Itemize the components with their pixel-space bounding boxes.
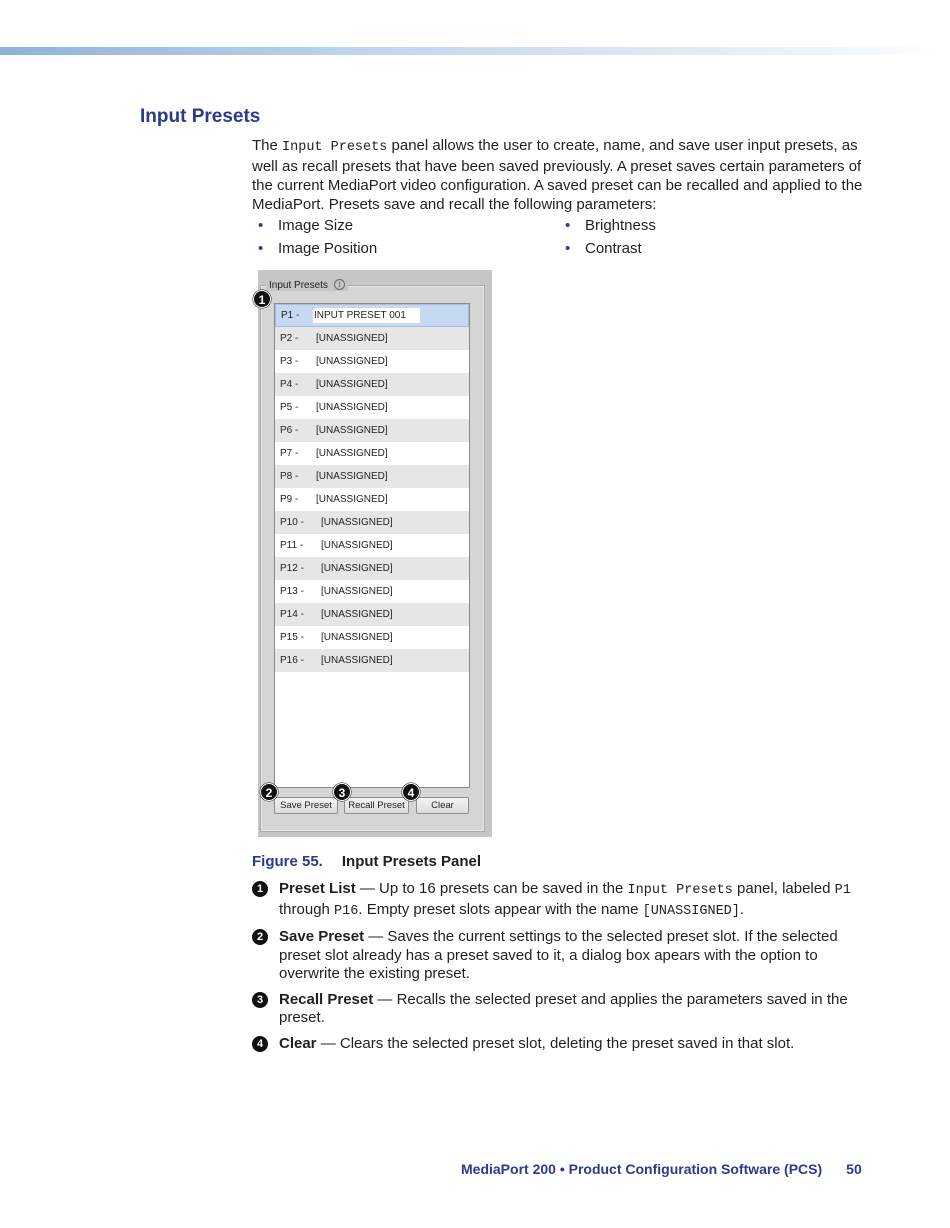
page-number: 50 bbox=[846, 1161, 862, 1177]
intro-text-rest: panel allows the user to create, name, and save user input presets, as well as recall presets that have been saved previously. A preset saves certain parameters of the current MediaPort video configuration. A saved preset can be recalled and applied to the MediaPort. Presets save and recall the following parameters: bbox=[252, 137, 863, 213]
figure-title: Input Presets Panel bbox=[341, 853, 482, 870]
preset-name: [UNASSIGNED] bbox=[321, 586, 393, 597]
preset-row-p1[interactable] bbox=[275, 304, 469, 327]
preset-name: [UNASSIGNED] bbox=[316, 402, 388, 413]
slot-label: P4 - bbox=[280, 379, 299, 390]
panel-name-code: Input Presets bbox=[282, 140, 388, 155]
callout-3-icon: 3 bbox=[333, 783, 351, 801]
description-text: — Saves the current settings to the selected preset slot. If the selected preset slot already has a preset saved to it, a dialog box apears with the option to overwrite the existing preset. bbox=[279, 928, 838, 982]
preset-row-p11[interactable] bbox=[275, 534, 469, 557]
description-text: — Recalls the selected preset and applies the parameters saved in the preset. bbox=[279, 990, 848, 1026]
preset-name: [UNASSIGNED] bbox=[321, 563, 393, 574]
code-text: P1 bbox=[834, 883, 851, 898]
preset-name: [UNASSIGNED] bbox=[316, 425, 388, 436]
groupbox-title bbox=[266, 279, 348, 291]
callout-3-badge-icon: 3 bbox=[252, 992, 268, 1008]
preset-name: [UNASSIGNED] bbox=[316, 356, 388, 367]
preset-name: [UNASSIGNED] bbox=[316, 471, 388, 482]
callout-2-badge-icon: 2 bbox=[252, 929, 268, 945]
slot-label: P3 - bbox=[280, 356, 299, 367]
recall-preset-button[interactable]: Recall Preset bbox=[344, 797, 409, 814]
slot-label: P14 - bbox=[280, 609, 304, 620]
input-presets-panel bbox=[258, 270, 492, 837]
figure-caption bbox=[252, 853, 481, 870]
parameter-item bbox=[258, 239, 565, 258]
callout-4-icon: 4 bbox=[402, 783, 420, 801]
description-item bbox=[252, 928, 864, 984]
callout-1-badge-icon: 1 bbox=[252, 881, 268, 897]
parameter-item bbox=[258, 216, 565, 235]
intro-paragraph bbox=[252, 136, 867, 214]
description-text: panel, labeled bbox=[732, 880, 835, 897]
parameter-item bbox=[565, 216, 865, 235]
parameter-list bbox=[258, 216, 868, 258]
slot-label: P16 - bbox=[280, 655, 304, 666]
preset-name: [UNASSIGNED] bbox=[316, 494, 388, 505]
preset-row-p7[interactable] bbox=[275, 442, 469, 465]
slot-label: P1 - bbox=[281, 310, 300, 321]
preset-name: [UNASSIGNED] bbox=[321, 540, 393, 551]
footer-title: MediaPort 200 • Product Configuration Software (PCS) bbox=[461, 1161, 823, 1177]
preset-row-p10[interactable] bbox=[275, 511, 469, 534]
intro-text-start: The bbox=[252, 137, 283, 154]
bullet-icon: • bbox=[258, 217, 264, 234]
preset-row-p6[interactable] bbox=[275, 419, 469, 442]
preset-list[interactable] bbox=[274, 303, 470, 788]
callout-4-badge-icon: 4 bbox=[252, 1036, 268, 1052]
info-icon[interactable]: i bbox=[334, 279, 345, 290]
code-text: P16 bbox=[334, 903, 359, 919]
slot-label: P7 - bbox=[280, 448, 299, 459]
description-term: Clear bbox=[279, 1034, 317, 1052]
parameter-label: Brightness bbox=[585, 217, 656, 234]
callout-descriptions bbox=[252, 880, 864, 1060]
description-term: Save Preset bbox=[279, 928, 365, 945]
preset-row-p13[interactable] bbox=[275, 580, 469, 603]
preset-name-input[interactable]: INPUT PRESET 001 bbox=[312, 307, 421, 324]
save-preset-button[interactable]: Save Preset bbox=[274, 797, 338, 814]
slot-label: P12 - bbox=[280, 563, 304, 574]
parameter-label: Image Size bbox=[278, 217, 354, 234]
slot-label: P10 - bbox=[280, 517, 304, 528]
bullet-icon: • bbox=[565, 217, 571, 234]
preset-row-p2[interactable] bbox=[275, 327, 469, 350]
description-text: . bbox=[739, 900, 745, 918]
bullet-icon: • bbox=[258, 240, 264, 257]
description-term: Preset List bbox=[279, 880, 356, 897]
preset-row-p15[interactable] bbox=[275, 626, 469, 649]
preset-name: [UNASSIGNED] bbox=[321, 632, 393, 643]
preset-name: [UNASSIGNED] bbox=[316, 379, 388, 390]
description-text: . Empty preset slots appear with the name bbox=[358, 900, 643, 918]
description-text: — Clears the selected preset slot, deleting the preset saved in that slot. bbox=[316, 1034, 795, 1052]
clear-button[interactable]: Clear bbox=[416, 797, 469, 814]
slot-label: P8 - bbox=[280, 471, 299, 482]
slot-label: P13 - bbox=[280, 586, 304, 597]
section-title: Input Presets bbox=[140, 106, 261, 127]
preset-name: [UNASSIGNED] bbox=[316, 448, 388, 459]
description-item bbox=[252, 1035, 864, 1054]
page-footer bbox=[461, 1161, 862, 1177]
preset-name: [UNASSIGNED] bbox=[321, 655, 393, 666]
callout-2-icon: 2 bbox=[260, 783, 278, 801]
description-text: — Up to 16 presets can be saved in the bbox=[355, 880, 628, 897]
preset-row-p3[interactable] bbox=[275, 350, 469, 373]
slot-label: P15 - bbox=[280, 632, 304, 643]
parameter-item bbox=[565, 239, 865, 258]
bullet-icon: • bbox=[565, 240, 571, 257]
header-gradient-bar bbox=[0, 47, 950, 55]
slot-label: P9 - bbox=[280, 494, 299, 505]
preset-name: [UNASSIGNED] bbox=[321, 609, 393, 620]
description-term: Recall Preset bbox=[279, 990, 374, 1008]
figure-number: Figure 55. bbox=[252, 853, 323, 870]
preset-row-p12[interactable] bbox=[275, 557, 469, 580]
slot-label: P11 - bbox=[280, 540, 304, 551]
preset-name: [UNASSIGNED] bbox=[316, 333, 388, 344]
preset-row-p8[interactable] bbox=[275, 465, 469, 488]
preset-name: [UNASSIGNED] bbox=[321, 517, 393, 528]
code-text: Input Presets bbox=[627, 883, 733, 898]
preset-row-p16[interactable] bbox=[275, 649, 469, 672]
groupbox-title-text: Input Presets bbox=[269, 280, 328, 291]
parameter-label: Image Position bbox=[278, 240, 378, 257]
preset-row-p14[interactable] bbox=[275, 603, 469, 626]
slot-label: P6 - bbox=[280, 425, 299, 436]
slot-label: P5 - bbox=[280, 402, 299, 413]
description-text: through bbox=[279, 900, 335, 918]
parameter-label: Contrast bbox=[585, 240, 642, 257]
slot-label: P2 - bbox=[280, 333, 299, 344]
description-item bbox=[252, 880, 864, 921]
description-item bbox=[252, 991, 864, 1028]
code-text: [UNASSIGNED] bbox=[642, 903, 740, 919]
preset-row-p9[interactable] bbox=[275, 488, 469, 511]
preset-row-p5[interactable] bbox=[275, 396, 469, 419]
callout-1-icon: 1 bbox=[253, 290, 271, 308]
preset-row-p4[interactable] bbox=[275, 373, 469, 396]
